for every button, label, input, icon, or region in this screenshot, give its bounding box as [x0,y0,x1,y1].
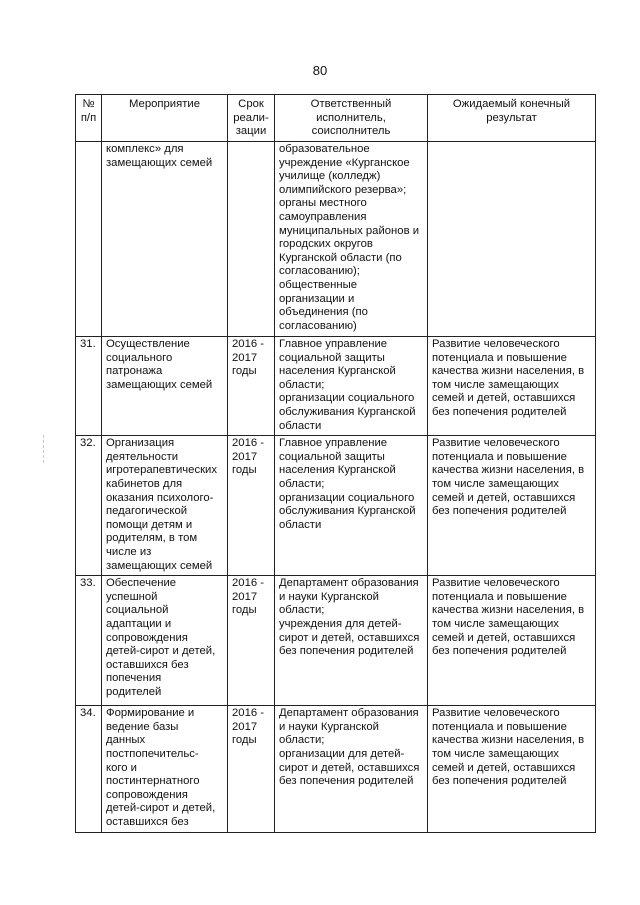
header-term: Срок реали- зации [228,95,275,142]
cell-num: 32. [76,436,102,576]
table-row [76,436,596,576]
cell-num [76,142,102,337]
cell-responsible: Главное управление социальной защиты населения Курганской области; организации социального обслуживания Курганской области [275,436,428,576]
cell-num: 33. [76,576,102,706]
table-row [76,576,596,706]
cell-num: 31. [76,337,102,436]
cell-result: Развитие человеческого потенциала и повышение качества жизни населения, в том числе замещающих семей и детей, оставшихся без попечения родителей [428,706,596,832]
cell-term: 2016 - 2017 годы [228,337,275,436]
cell-event: комплекс» для замещающих семей [102,142,228,337]
table-row [76,337,596,436]
cell-num: 34. [76,706,102,832]
header-num: № п/п [76,95,102,142]
cell-term: 2016 - 2017 годы [228,436,275,576]
cell-event: Осуществление социального патронажа замещающих семей [102,337,228,436]
cell-event: Обеспечение успешной социальной адаптации и сопровождения детей-сирот и детей, оставшихся без попечения родителей [102,576,228,706]
table-header-row [76,95,596,142]
cell-term [228,142,275,337]
cell-result: Развитие человеческого потенциала и повышение качества жизни населения, в том числе замещающих семей и детей, оставшихся без попечения родителей [428,337,596,436]
cell-term: 2016 - 2017 годы [228,576,275,706]
table-row [76,142,596,337]
header-responsible: Ответственный исполнитель, соисполнитель [275,95,428,142]
page-number: 80 [312,63,328,78]
header-event: Мероприятие [102,95,228,142]
measures-table [75,94,596,833]
cell-responsible: Департамент образования и науки Курганской области; учреждения для детей- сирот и детей, оставшихся без попечения родителей [275,576,428,706]
cell-responsible: Главное управление социальной защиты населения Курганской области; организации социального обслуживания Курганской области [275,337,428,436]
cell-event: Формирование и ведение базы данных постпопечительс- кого и постинтернатного сопровождения детей-сирот и детей, оставшихся без [102,706,228,832]
table-row [76,706,596,832]
cell-result [428,142,596,337]
cell-term: 2016 - 2017 годы [228,706,275,832]
cell-responsible: образовательное учреждение «Курганское училище (колледж) олимпийского резерва»; органы местного самоуправления муниципальных районов и городских округов Курганской области (по согласованию); общественные организации и объединения (по согласованию) [275,142,428,337]
header-result: Ожидаемый конечный результат [428,95,596,142]
cell-responsible: Департамент образования и науки Курганской области; организации для детей- сирот и детей, оставшихся без попечения родителей [275,706,428,832]
cell-result: Развитие человеческого потенциала и повышение качества жизни населения, в том числе замещающих семей и детей, оставшихся без попечения родителей [428,436,596,576]
scan-artifact [43,435,45,463]
cell-event: Организация деятельности игротерапевтических кабинетов для оказания психолого- педагогической помощи детям и родителям, в том числе из замещающих семей [102,436,228,576]
cell-result: Развитие человеческого потенциала и повышение качества жизни населения, в том числе замещающих семей и детей, оставшихся без попечения родителей [428,576,596,706]
